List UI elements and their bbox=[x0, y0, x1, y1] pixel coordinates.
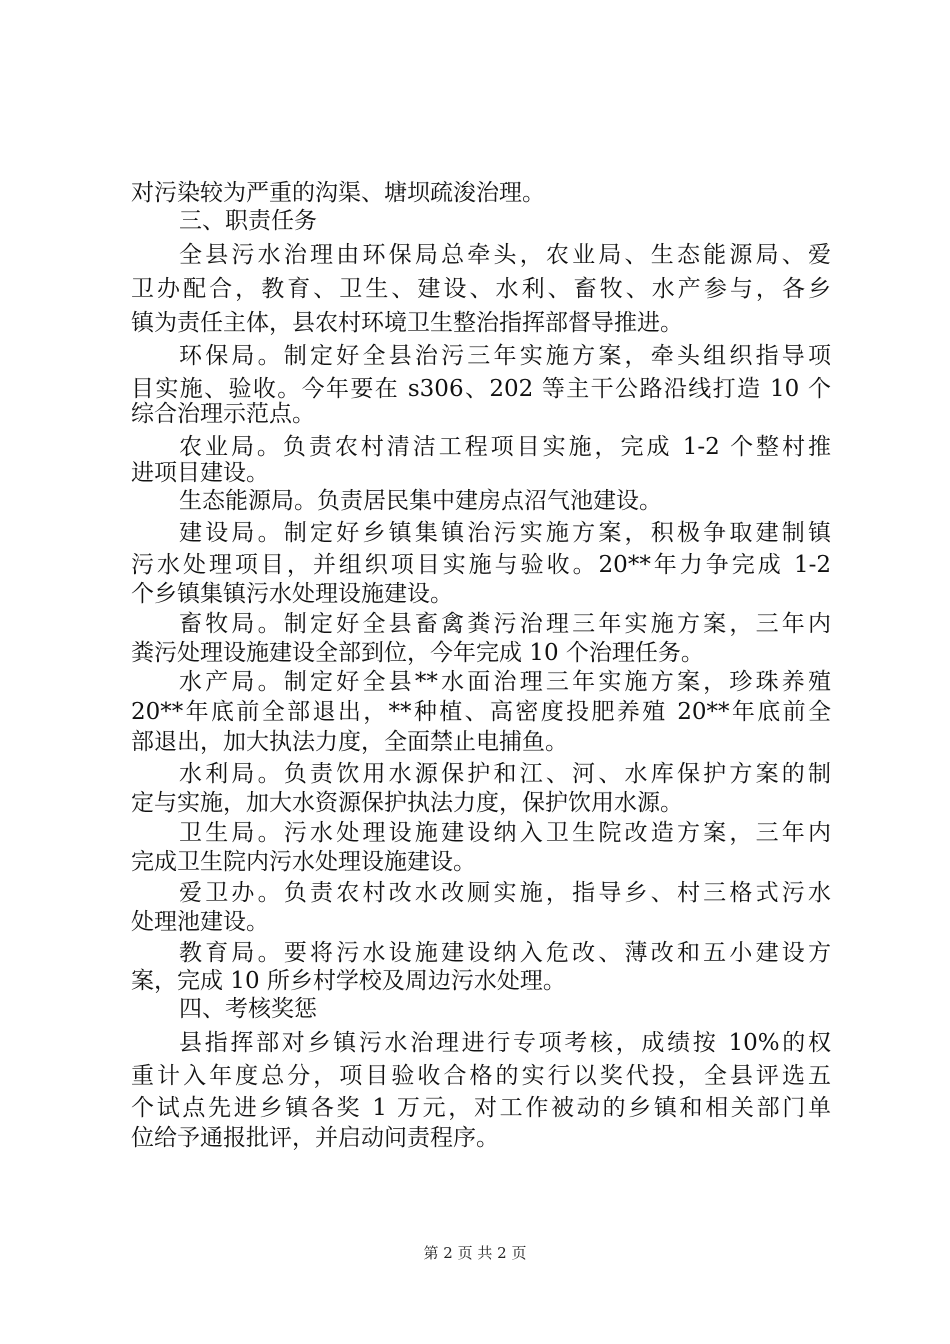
text-line: 个试点先进乡镇各奖 1 万元，对工作被动的乡镇和相关部门单 bbox=[131, 1095, 831, 1121]
text-line: 定与实施，加大水资源保护执法力度，保护饮用水源。 bbox=[131, 790, 683, 816]
text-line: 处理池建设。 bbox=[131, 909, 269, 935]
text-line: 县指挥部对乡镇污水治理进行专项考核，成绩按 10%的权 bbox=[179, 1030, 831, 1056]
text-line: 农业局。负责农村清洁工程项目实施，完成 1-2 个整村推 bbox=[179, 434, 831, 460]
text-line: 水产局。制定好全县**水面治理三年实施方案，珍珠养殖 bbox=[179, 669, 831, 695]
text-line: 个乡镇集镇污水处理设施建设。 bbox=[131, 581, 453, 607]
text-line: 20**年底前全部退出，**种植、高密度投肥养殖 20**年底前全 bbox=[131, 699, 831, 725]
text-line: 畜牧局。制定好全县畜禽粪污治理三年实施方案，三年内 bbox=[179, 611, 831, 637]
text-line: 生态能源局。负责居民集中建房点沼气池建设。 bbox=[179, 488, 662, 514]
text-line: 案，完成 10 所乡村学校及周边污水处理。 bbox=[131, 968, 566, 994]
text-line: 全县污水治理由环保局总牵头，农业局、生态能源局、爱 bbox=[179, 242, 831, 268]
text-line: 建设局。制定好乡镇集镇治污实施方案，积极争取建制镇 bbox=[179, 520, 831, 546]
text-line: 教育局。要将污水设施建设纳入危改、薄改和五小建设方 bbox=[179, 940, 831, 966]
text-line: 粪污处理设施建设全部到位，今年完成 10 个治理任务。 bbox=[131, 640, 704, 666]
text-line: 卫生局。污水处理设施建设纳入卫生院改造方案，三年内 bbox=[179, 820, 831, 846]
text-line: 污水处理项目，并组织项目实施与验收。20**年力争完成 1-2 bbox=[131, 552, 831, 578]
text-line: 卫办配合，教育、卫生、建设、水利、畜牧、水产参与，各乡 bbox=[131, 276, 831, 302]
text-line: 爱卫办。负责农村改水改厕实施，指导乡、村三格式污水 bbox=[179, 880, 831, 906]
text-line: 镇为责任主体，县农村环境卫生整治指挥部督导推进。 bbox=[131, 310, 683, 336]
text-line: 位给予通报批评，并启动问责程序。 bbox=[131, 1125, 499, 1151]
section-heading: 四、考核奖惩 bbox=[179, 996, 317, 1022]
text-line: 重计入年度总分，项目验收合格的实行以奖代投，全县评选五 bbox=[131, 1063, 831, 1089]
text-line: 综合治理示范点。 bbox=[131, 401, 315, 427]
text-line: 对污染较为严重的沟渠、塘坝疏浚治理。 bbox=[131, 180, 545, 206]
text-line: 进项目建设。 bbox=[131, 460, 269, 486]
section-heading: 三、职责任务 bbox=[179, 208, 317, 234]
page-number-footer: 第 2 页 共 2 页 bbox=[423, 1244, 527, 1262]
text-line: 完成卫生院内污水处理设施建设。 bbox=[131, 849, 476, 875]
text-line: 水利局。负责饮用水源保护和江、河、水库保护方案的制 bbox=[179, 761, 831, 787]
text-line: 部退出，加大执法力度，全面禁止电捕鱼。 bbox=[131, 729, 568, 755]
text-line: 目实施、验收。今年要在 s306、202 等主干公路沿线打造 10 个 bbox=[131, 376, 831, 402]
text-line: 环保局。制定好全县治污三年实施方案，牵头组织指导项 bbox=[179, 343, 831, 369]
